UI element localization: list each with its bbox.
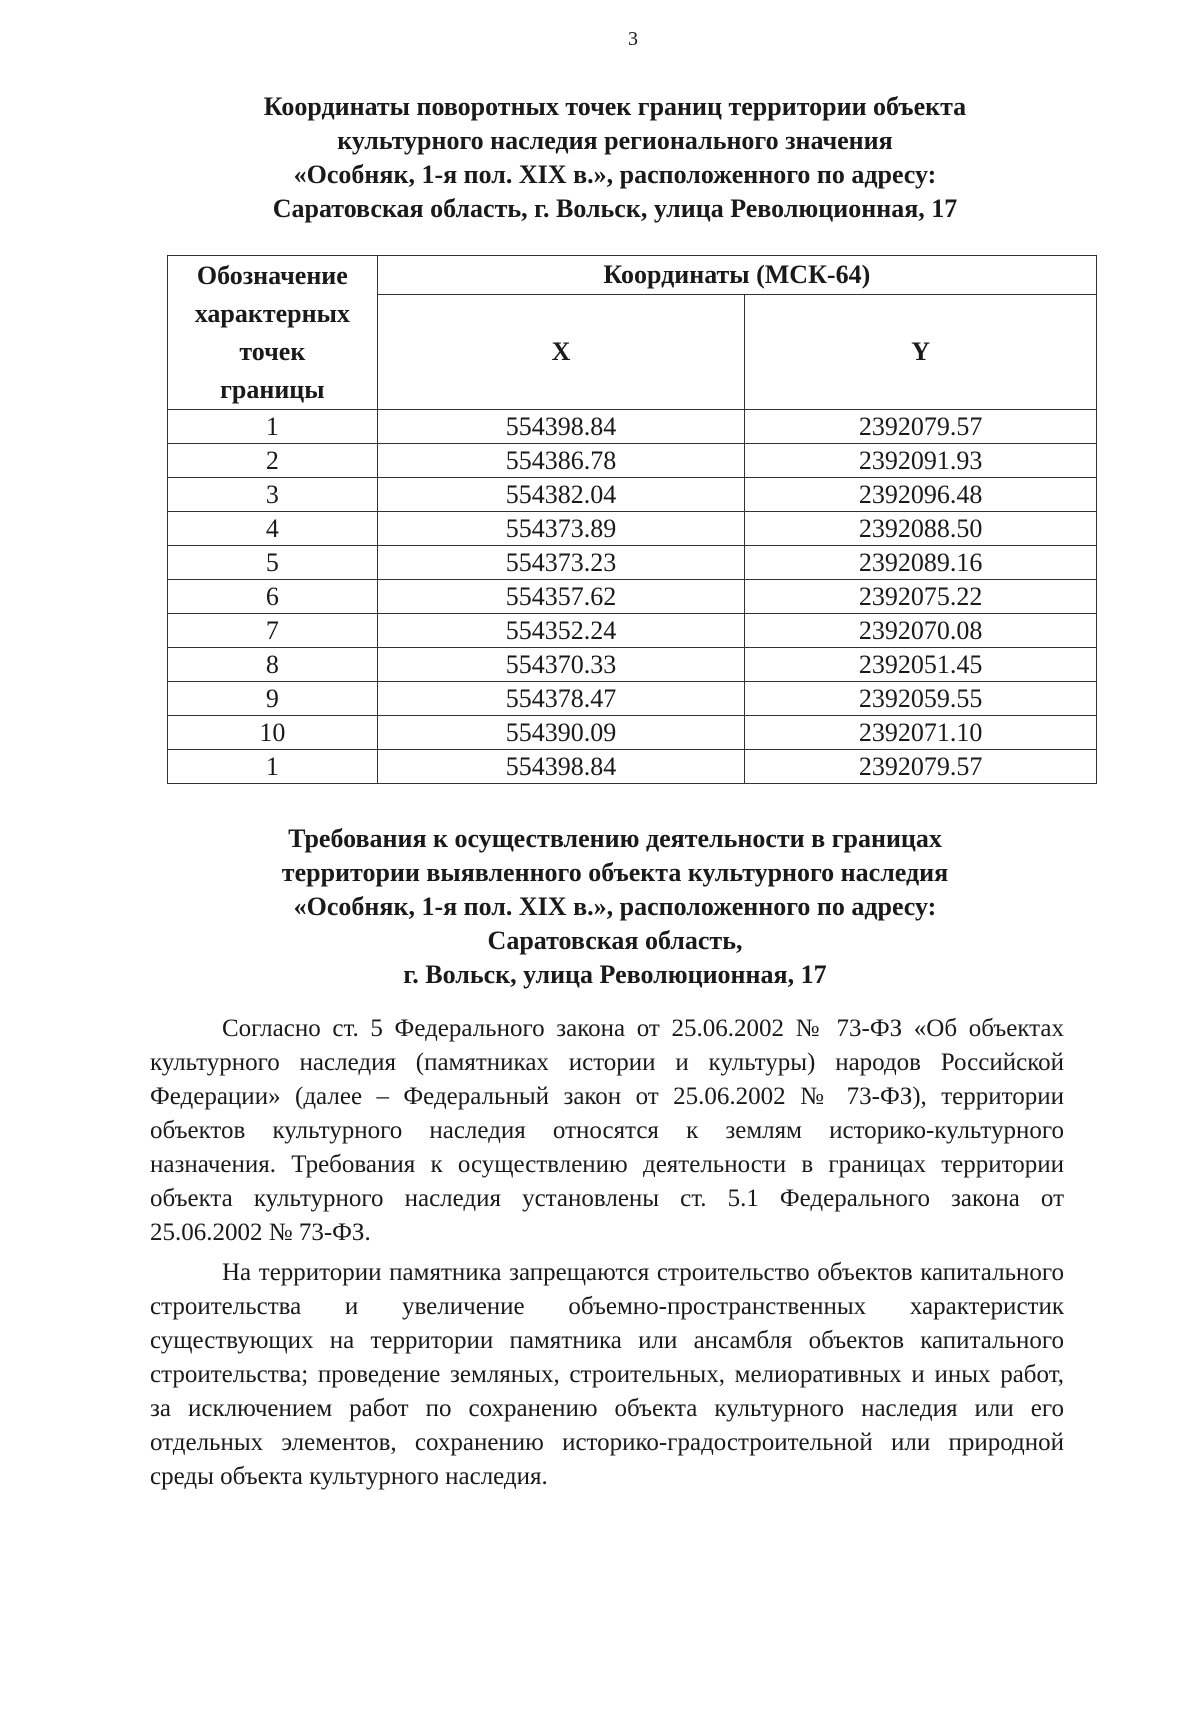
cell-x: 554352.24 xyxy=(377,614,745,648)
cell-y: 2392071.10 xyxy=(745,716,1097,750)
page-number: 3 xyxy=(628,28,638,50)
cell-x: 554398.84 xyxy=(377,750,745,784)
heading-line: Саратовская область, г. Вольск, улица Революционная, 17 xyxy=(272,194,958,223)
cell-x: 554370.33 xyxy=(377,648,745,682)
table-row xyxy=(168,410,1097,444)
requirements-heading xyxy=(150,822,1080,992)
body-text xyxy=(150,1012,1064,1500)
table-row xyxy=(168,444,1097,478)
cell-y: 2392051.45 xyxy=(745,648,1097,682)
cell-y: 2392059.55 xyxy=(745,682,1097,716)
cell-point-number: 2 xyxy=(168,444,378,478)
cell-x: 554378.47 xyxy=(377,682,745,716)
cell-point-number: 6 xyxy=(168,580,378,614)
header-coordinates: Координаты (МСК-64) xyxy=(377,256,1096,295)
table-row xyxy=(168,512,1097,546)
table-row xyxy=(168,682,1097,716)
cell-x: 554390.09 xyxy=(377,716,745,750)
cell-y: 2392096.48 xyxy=(745,478,1097,512)
heading-line: культурного наследия регионального значения xyxy=(337,126,893,155)
table-row xyxy=(168,716,1097,750)
cell-point-number: 5 xyxy=(168,546,378,580)
header-points-line: точек xyxy=(239,336,306,366)
table-row xyxy=(168,750,1097,784)
heading-line: территории выявленного объекта культурного наследия xyxy=(281,858,949,887)
table-row xyxy=(168,546,1097,580)
cell-y: 2392089.16 xyxy=(745,546,1097,580)
cell-y: 2392075.22 xyxy=(745,580,1097,614)
heading-line: Координаты поворотных точек границ территории объекта xyxy=(263,92,967,121)
heading-line: г. Вольск, улица Революционная, 17 xyxy=(403,960,827,989)
cell-point-number: 10 xyxy=(168,716,378,750)
heading-line: «Особняк, 1-я пол. XIX в.», расположенного по адресу: xyxy=(293,892,937,921)
cell-x: 554373.89 xyxy=(377,512,745,546)
cell-x: 554373.23 xyxy=(377,546,745,580)
cell-y: 2392088.50 xyxy=(745,512,1097,546)
paragraph: На территории памятника запрещаются строительство объектов капитального строительства и увеличение объемно-пространственных характеристик существующих на территории памятника или ансамбля объектов капитального строительства; проведение земляных, строительных, мелиоративных и иных работ, за исключением работ по сохранению объекта культурного наследия или его отдельных элементов, сохранению историко-градостроительной или природной среды объекта культурного наследия. xyxy=(150,1259,1064,1490)
cell-x: 554398.84 xyxy=(377,410,745,444)
cell-y: 2392079.57 xyxy=(745,750,1097,784)
header-points-line: характерных xyxy=(194,298,350,328)
cell-point-number: 9 xyxy=(168,682,378,716)
cell-x: 554357.62 xyxy=(377,580,745,614)
cell-y: 2392091.93 xyxy=(745,444,1097,478)
cell-point-number: 1 xyxy=(168,750,378,784)
cell-point-number: 1 xyxy=(168,410,378,444)
paragraph: Согласно ст. 5 Федерального закона от 25.06.2002 № 73-ФЗ «Об объектах культурного наследия (памятниках истории и культуры) народов Российской Федерации» (далее – Федеральный закон от 25.06.2002 № 73-ФЗ), территории объектов культурного наследия относятся к землям историко-культурного назначения. Требования к осуществлению деятельности в границах территории объекта культурного наследия установлены ст. 5.1 Федерального закона от 25.06.2002 № 73-ФЗ. xyxy=(150,1015,1064,1246)
table-row xyxy=(168,648,1097,682)
cell-point-number: 4 xyxy=(168,512,378,546)
header-points xyxy=(168,256,378,410)
heading-line: «Особняк, 1-я пол. XIX в.», расположенного по адресу: xyxy=(293,160,937,189)
cell-point-number: 3 xyxy=(168,478,378,512)
cell-x: 554386.78 xyxy=(377,444,745,478)
table-row xyxy=(168,614,1097,648)
table-row xyxy=(168,580,1097,614)
cell-y: 2392079.57 xyxy=(745,410,1097,444)
header-points-line: Обозначение xyxy=(196,260,348,290)
header-x: X xyxy=(377,295,745,410)
cell-point-number: 7 xyxy=(168,614,378,648)
heading-line: Требования к осуществлению деятельности в границах xyxy=(288,824,942,853)
header-points-line: границы xyxy=(220,374,325,404)
cell-point-number: 8 xyxy=(168,648,378,682)
table-row xyxy=(168,478,1097,512)
heading-line: Саратовская область, xyxy=(487,926,743,955)
coordinates-table xyxy=(167,255,1097,784)
cell-x: 554382.04 xyxy=(377,478,745,512)
cell-y: 2392070.08 xyxy=(745,614,1097,648)
header-y: Y xyxy=(745,295,1097,410)
coordinates-heading xyxy=(150,90,1080,226)
